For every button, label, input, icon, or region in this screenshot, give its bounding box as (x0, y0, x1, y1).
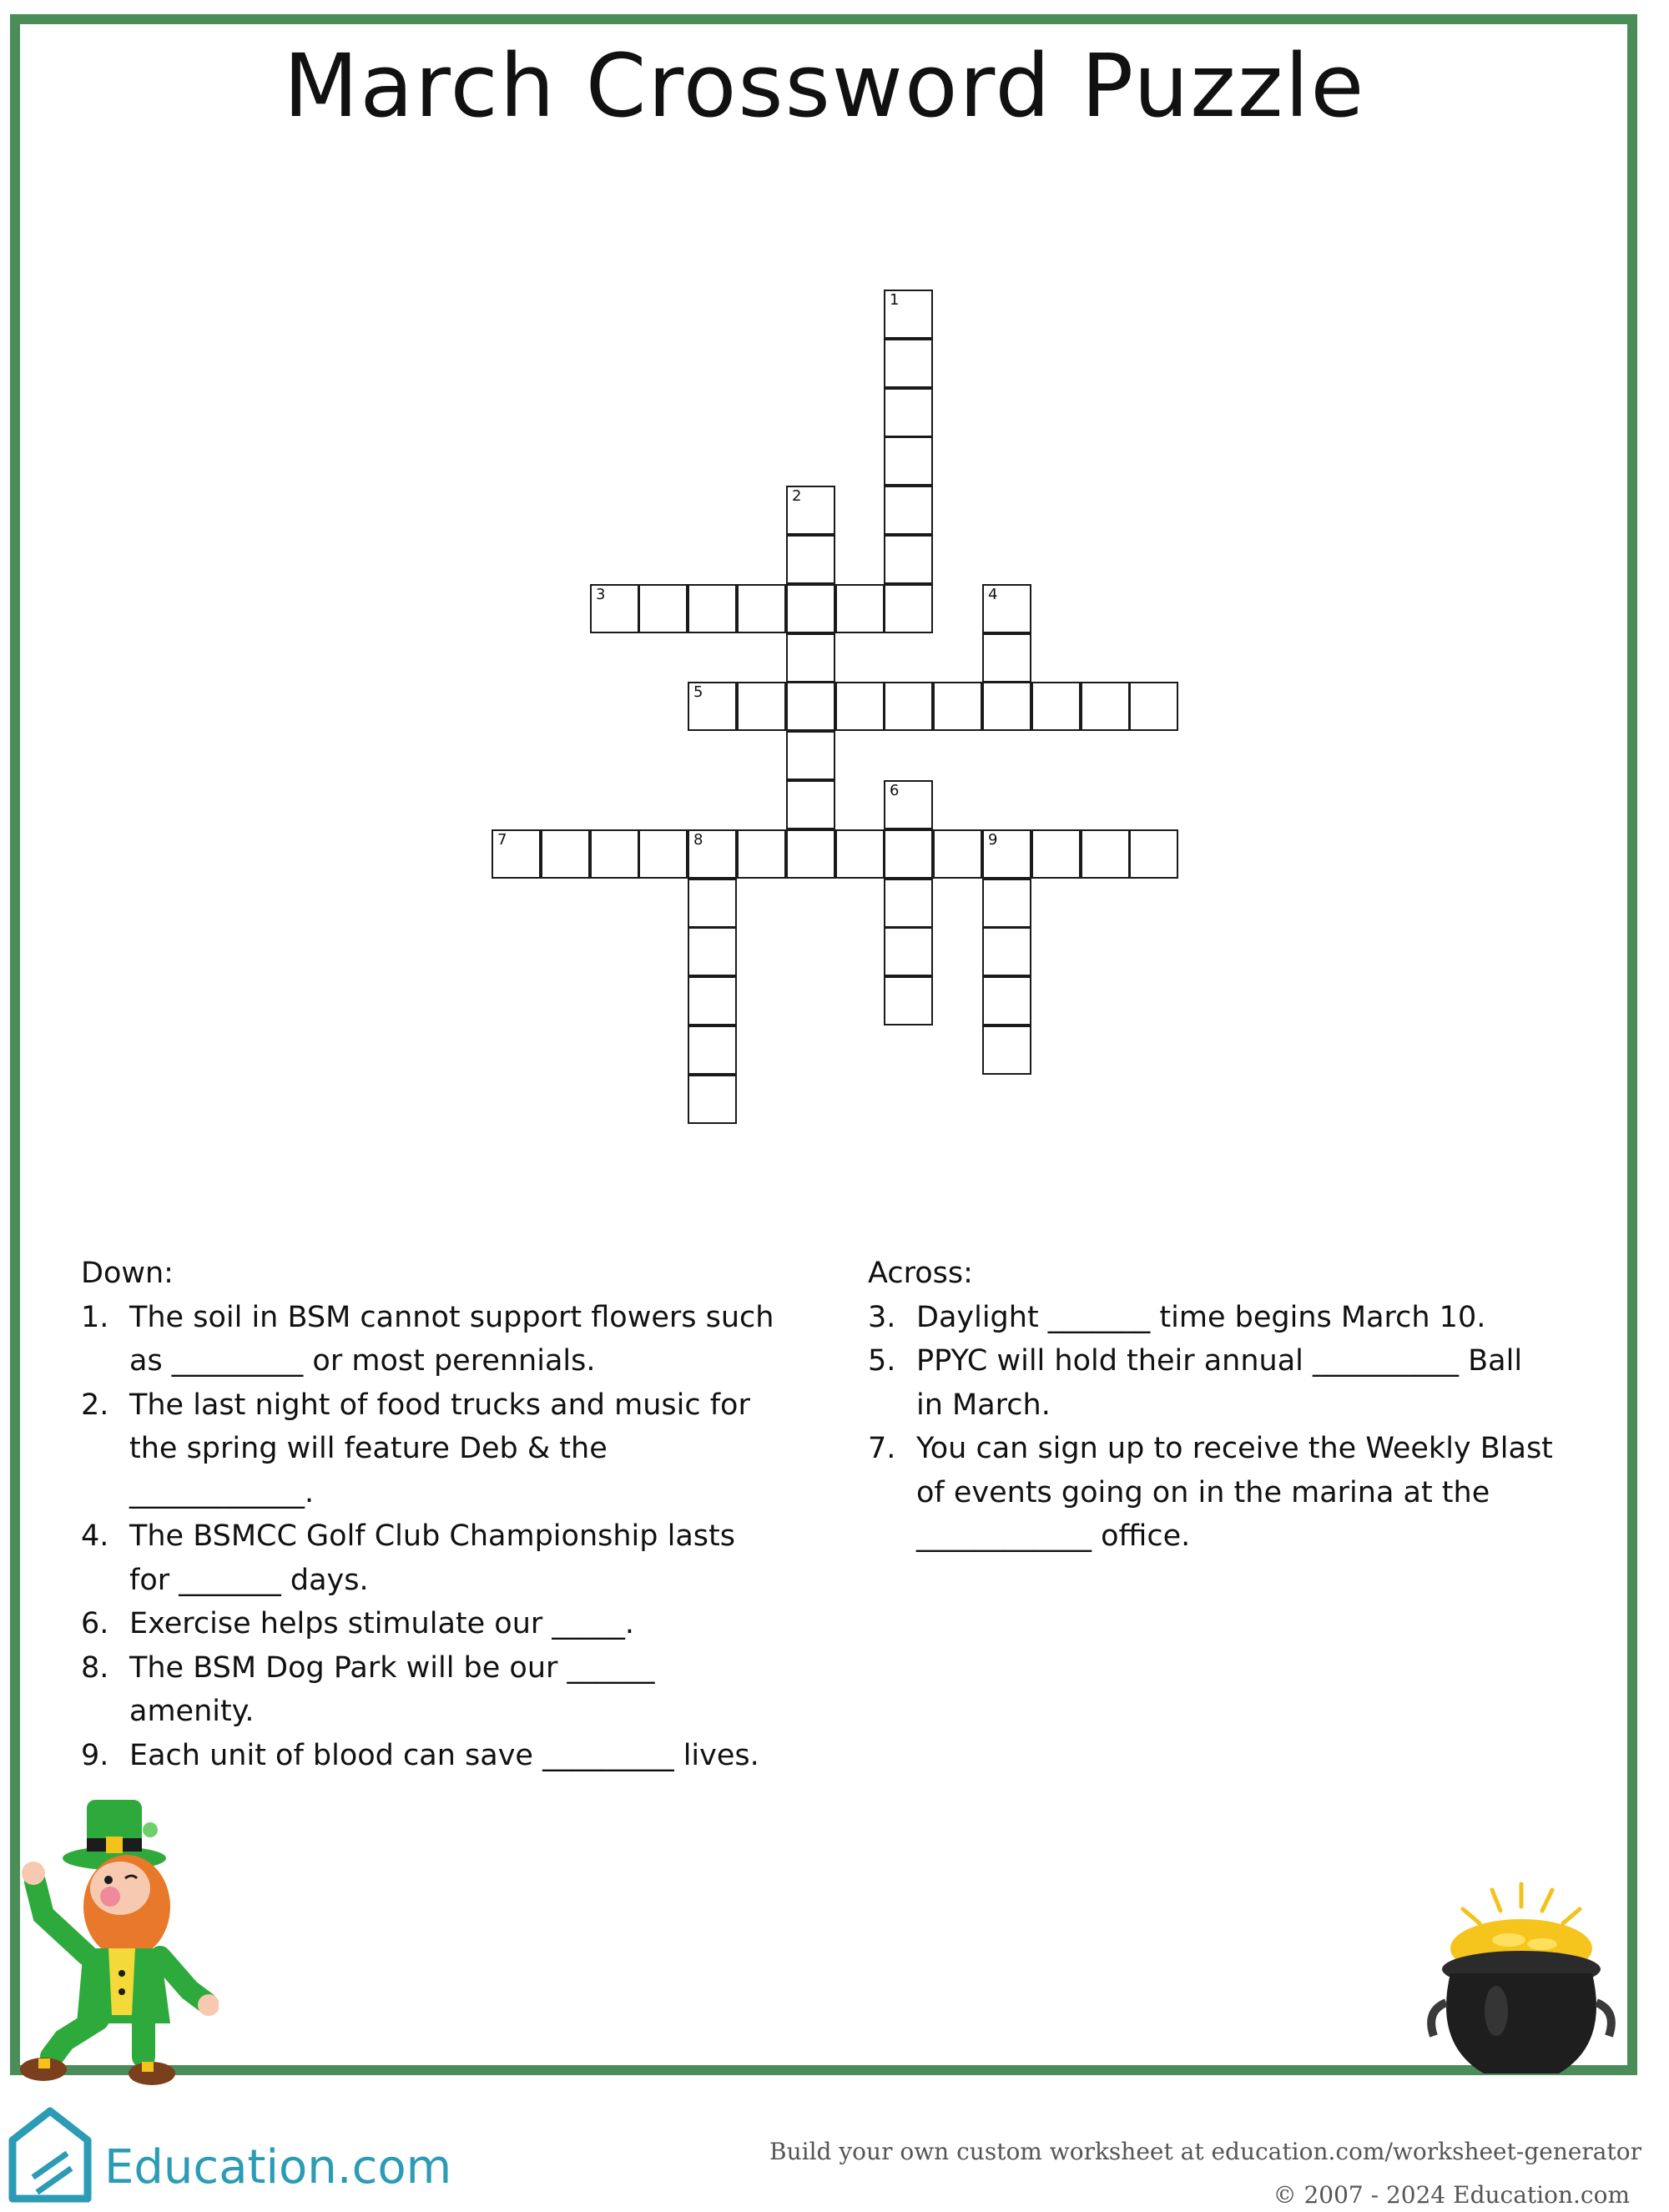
leprechaun-illustration (18, 1790, 219, 2090)
clue-item-number: 6. (81, 1607, 109, 1640)
clue-text-line: for _______ days. (129, 1563, 369, 1597)
clue-number: 4 (988, 586, 998, 603)
crossword-cell[interactable] (982, 682, 1031, 731)
crossword-cell[interactable] (590, 829, 639, 879)
clue-item-number: 1. (81, 1300, 109, 1334)
crossword-cell[interactable] (835, 829, 885, 879)
crossword-cell[interactable] (884, 927, 933, 976)
clue-number: 9 (988, 831, 998, 849)
clue-text-line: the spring will feature Deb & the (129, 1432, 608, 1465)
crossword-cell[interactable] (638, 829, 688, 879)
crossword-cell[interactable] (1129, 682, 1178, 731)
footer-worksheet-link[interactable]: Build your own custom worksheet at education.com/worksheet-generator (769, 2138, 1641, 2165)
crossword-cell[interactable] (1081, 682, 1130, 731)
clue-item-number: 7. (868, 1432, 896, 1465)
crossword-cell[interactable] (884, 388, 933, 437)
crossword-cell[interactable] (688, 1075, 737, 1124)
clue-number: 1 (890, 291, 900, 309)
crossword-cell[interactable] (933, 829, 982, 879)
down-clue-list (81, 1296, 799, 1778)
clue-item (81, 1734, 799, 1778)
pot-of-gold-illustration (1417, 1877, 1626, 2086)
crossword-cell[interactable] (884, 436, 933, 486)
clue-text-line: The BSM Dog Park will be our ______ (129, 1650, 655, 1685)
clue-item (81, 1514, 799, 1602)
clue-item-number: 5. (868, 1344, 896, 1378)
clue-text-line: in March. (916, 1388, 1051, 1422)
across-clues (868, 1252, 1602, 1559)
crossword-cell[interactable] (1031, 682, 1081, 731)
crossword-cell[interactable] (982, 879, 1031, 928)
crossword-cell[interactable] (786, 682, 835, 731)
clue-item-number: 2. (81, 1388, 109, 1422)
crossword-cell[interactable] (786, 486, 835, 535)
crossword-cell[interactable] (1031, 829, 1081, 879)
crossword-cell[interactable] (982, 1025, 1031, 1075)
clue-number: 6 (890, 782, 900, 799)
clue-text-line: as _________ or most perennials. (129, 1344, 596, 1378)
clue-item (868, 1427, 1602, 1559)
crossword-cell[interactable] (1129, 829, 1178, 879)
crossword-cell[interactable] (786, 829, 835, 879)
clue-number: 8 (693, 831, 703, 849)
clue-item (81, 1383, 799, 1515)
crossword-cell[interactable] (1081, 829, 1130, 879)
clue-item (868, 1339, 1602, 1427)
clue-number: 3 (596, 586, 606, 603)
clue-text-line: Daylight _______ time begins March 10. (916, 1300, 1486, 1334)
clue-text-line: of events going on in the marina at the (916, 1475, 1490, 1509)
clue-item-number: 8. (81, 1650, 109, 1685)
crossword-cell[interactable] (638, 584, 688, 633)
clue-number: 5 (693, 683, 703, 701)
clue-text-line: ____________. (129, 1475, 315, 1509)
crossword-cell[interactable] (541, 829, 590, 879)
crossword-cell[interactable] (786, 633, 835, 683)
education-logo-icon (4, 2107, 96, 2207)
clue-text-line: You can sign up to receive the Weekly Blast (916, 1432, 1553, 1465)
clue-number: 2 (792, 487, 802, 505)
clue-text-line: amenity. (129, 1695, 255, 1728)
crossword-cell[interactable] (688, 829, 737, 879)
crossword-cell[interactable] (982, 633, 1031, 683)
clue-text-line: The soil in BSM cannot support flowers such (129, 1300, 774, 1334)
crossword-cell[interactable] (688, 1025, 737, 1075)
crossword-cell[interactable] (688, 682, 737, 731)
clue-item-number: 3. (868, 1300, 896, 1334)
crossword-cell[interactable] (982, 927, 1031, 976)
crossword-cell[interactable] (884, 486, 933, 535)
crossword-cell[interactable] (982, 829, 1031, 879)
clue-item (868, 1296, 1602, 1340)
crossword-cell[interactable] (933, 682, 982, 731)
clue-item-number: 4. (81, 1519, 109, 1553)
crossword-cell[interactable] (884, 829, 933, 879)
clue-text-line: Each unit of blood can save _________ lives. (129, 1738, 759, 1772)
clue-text-line: PPYC will hold their annual __________ Ball (916, 1344, 1523, 1378)
crossword-cell[interactable] (786, 731, 835, 780)
crossword-cell[interactable] (688, 879, 737, 928)
across-heading: Across: (868, 1257, 973, 1290)
crossword-cell[interactable] (884, 535, 933, 584)
crossword-cell[interactable] (590, 584, 639, 633)
crossword-cell[interactable] (688, 927, 737, 976)
clue-item-number: 9. (81, 1738, 109, 1772)
crossword-cell[interactable] (884, 584, 933, 633)
crossword-cell[interactable] (737, 682, 786, 731)
crossword-cell[interactable] (884, 339, 933, 388)
education-logo-text[interactable]: Education.com (104, 2140, 452, 2194)
crossword-cell[interactable] (835, 682, 885, 731)
crossword-cell[interactable] (688, 584, 737, 633)
crossword-cell[interactable] (786, 535, 835, 584)
crossword-cell[interactable] (884, 976, 933, 1025)
across-clue-list (868, 1296, 1602, 1559)
clue-text-line: Exercise helps stimulate our _____. (129, 1607, 635, 1640)
crossword-cell[interactable] (982, 584, 1031, 633)
clue-text-line: The BSMCC Golf Club Championship lasts (129, 1519, 735, 1553)
crossword-cell[interactable] (786, 584, 835, 633)
clue-item (81, 1602, 799, 1646)
down-clues (81, 1252, 799, 1777)
crossword-cell[interactable] (688, 976, 737, 1025)
page-title: March Crossword Puzzle (283, 35, 1366, 137)
crossword-cell[interactable] (786, 780, 835, 829)
crossword-cell[interactable] (737, 829, 786, 879)
clue-item (81, 1646, 799, 1734)
clue-text-line: The last night of food trucks and music for (129, 1388, 750, 1422)
clue-text-line: ____________ office. (916, 1519, 1191, 1553)
down-heading: Down: (81, 1257, 174, 1290)
clue-item (81, 1296, 799, 1383)
crossword-cell[interactable] (884, 290, 933, 339)
crossword-cell[interactable] (884, 780, 933, 829)
footer-copyright: © 2007 - 2024 Education.com (1273, 2181, 1630, 2209)
crossword-cell[interactable] (884, 879, 933, 928)
crossword-cell[interactable] (884, 682, 933, 731)
crossword-cell[interactable] (492, 829, 541, 879)
clue-number: 7 (497, 831, 507, 849)
crossword-cell[interactable] (982, 976, 1031, 1025)
crossword-cell[interactable] (737, 584, 786, 633)
crossword-cell[interactable] (835, 584, 885, 633)
